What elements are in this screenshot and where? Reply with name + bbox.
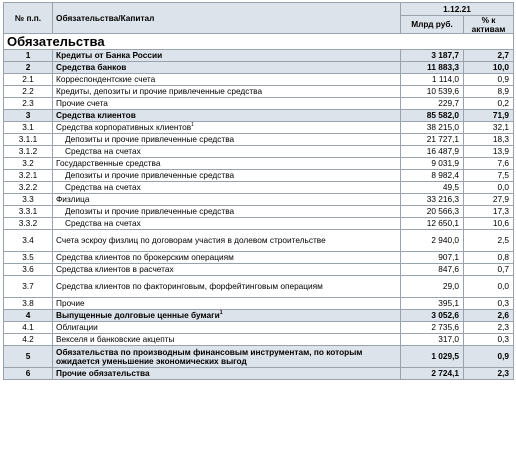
row-amount: 1 114,0 [401, 74, 464, 86]
row-number: 3.5 [4, 252, 53, 264]
row-share: 7,6 [464, 158, 514, 170]
liabilities-table [3, 2, 514, 380]
row-share: 0,3 [464, 334, 514, 346]
row-amount: 12 650,1 [401, 218, 464, 230]
footnote-mark: 1 [219, 310, 223, 316]
row-amount: 2 940,0 [401, 230, 464, 252]
row-share: 0,9 [464, 346, 514, 368]
row-amount: 2 735,6 [401, 322, 464, 334]
row-amount: 847,6 [401, 264, 464, 276]
row-share: 13,9 [464, 146, 514, 158]
row-name: Средства клиентов по брокерским операциям [53, 252, 401, 264]
row-amount: 9 031,9 [401, 158, 464, 170]
table-row [4, 86, 514, 98]
row-amount: 38 215,0 [401, 122, 464, 134]
row-amount: 1 029,5 [401, 346, 464, 368]
table-row [4, 322, 514, 334]
table-row [4, 346, 514, 368]
row-name: Векселя и банковские акцепты [53, 334, 401, 346]
row-number: 3.3.1 [4, 206, 53, 218]
row-amount: 8 982,4 [401, 170, 464, 182]
row-name: Средства на счетах [53, 182, 401, 194]
row-name: Обязательства по производным финансовым инструментам, по которым ожидается уменьшение экономических выгод [53, 346, 401, 368]
row-name: Депозиты и прочие привлеченные средства [53, 206, 401, 218]
row-amount: 907,1 [401, 252, 464, 264]
table-row [4, 334, 514, 346]
table-row [4, 206, 514, 218]
row-number: 3.3 [4, 194, 53, 206]
table-row [4, 218, 514, 230]
table-row [4, 252, 514, 264]
row-number: 4.2 [4, 334, 53, 346]
row-amount: 20 566,3 [401, 206, 464, 218]
row-name: Средства на счетах [53, 218, 401, 230]
row-amount: 85 582,0 [401, 110, 464, 122]
row-number: 3.4 [4, 230, 53, 252]
table-row [4, 368, 514, 380]
column-header-share-unit: % к активам [464, 16, 514, 34]
row-number: 3.1.2 [4, 146, 53, 158]
row-name: Государственные средства [53, 158, 401, 170]
row-name: Счета эскроу физлиц по договорам участия в долевом строительстве [53, 230, 401, 252]
row-amount: 10 539,6 [401, 86, 464, 98]
row-amount: 395,1 [401, 298, 464, 310]
row-share: 8,9 [464, 86, 514, 98]
row-amount: 317,0 [401, 334, 464, 346]
row-number: 3.1.1 [4, 134, 53, 146]
row-number: 2.2 [4, 86, 53, 98]
table-row [4, 62, 514, 74]
row-number: 5 [4, 346, 53, 368]
table-row [4, 194, 514, 206]
row-name: Прочие обязательства [53, 368, 401, 380]
row-share: 2,3 [464, 322, 514, 334]
row-share: 10,0 [464, 62, 514, 74]
row-name: Средства клиентов в расчетах [53, 264, 401, 276]
table-row [4, 230, 514, 252]
row-name: Кредиты от Банка России [53, 50, 401, 62]
row-amount: 16 487,9 [401, 146, 464, 158]
row-share: 2,6 [464, 310, 514, 322]
row-number: 4 [4, 310, 53, 322]
row-number: 4.1 [4, 322, 53, 334]
row-amount: 3 052,6 [401, 310, 464, 322]
row-number: 3 [4, 110, 53, 122]
table-row [4, 276, 514, 298]
row-share: 7,5 [464, 170, 514, 182]
row-share: 0,0 [464, 182, 514, 194]
table-row [4, 98, 514, 110]
row-number: 3.2.1 [4, 170, 53, 182]
row-share: 10,6 [464, 218, 514, 230]
table-row [4, 74, 514, 86]
table-row [4, 110, 514, 122]
table-row [4, 146, 514, 158]
row-share: 0,9 [464, 74, 514, 86]
table-row [4, 50, 514, 62]
row-amount: 229,7 [401, 98, 464, 110]
row-number: 3.2.2 [4, 182, 53, 194]
table-row [4, 122, 514, 134]
row-number: 6 [4, 368, 53, 380]
section-title: Обязательства [4, 34, 514, 50]
row-share: 18,3 [464, 134, 514, 146]
column-header-number: № п.п. [4, 3, 53, 34]
table-row [4, 158, 514, 170]
column-header-period: 1.12.21 [401, 3, 514, 16]
row-name: Кредиты, депозиты и прочие привлеченные средства [53, 86, 401, 98]
row-number: 1 [4, 50, 53, 62]
row-amount: 11 883,3 [401, 62, 464, 74]
row-number: 2 [4, 62, 53, 74]
row-share: 0,2 [464, 98, 514, 110]
row-name: Депозиты и прочие привлеченные средства [53, 170, 401, 182]
row-name: Корреспондентские счета [53, 74, 401, 86]
row-number: 3.8 [4, 298, 53, 310]
row-number: 3.1 [4, 122, 53, 134]
row-share: 2,5 [464, 230, 514, 252]
row-name: Выпущенные долговые ценные бумаги$^1$ [53, 310, 401, 322]
row-amount: 49,5 [401, 182, 464, 194]
table-row [4, 310, 514, 322]
row-number: 3.2 [4, 158, 53, 170]
row-number: 2.1 [4, 74, 53, 86]
row-name: Средства корпоративных клиентов$^1$ [53, 122, 401, 134]
row-number: 3.3.2 [4, 218, 53, 230]
row-number: 3.7 [4, 276, 53, 298]
column-header-name: Обязательства/Капитал [53, 3, 401, 34]
table-row [4, 182, 514, 194]
row-amount: 33 216,3 [401, 194, 464, 206]
row-amount: 2 724,1 [401, 368, 464, 380]
row-share: 27,9 [464, 194, 514, 206]
row-amount: 3 187,7 [401, 50, 464, 62]
row-share: 0,3 [464, 298, 514, 310]
row-share: 0,7 [464, 264, 514, 276]
row-number: 2.3 [4, 98, 53, 110]
table-row [4, 170, 514, 182]
section-row [4, 34, 514, 50]
row-name: Депозиты и прочие привлеченные средства [53, 134, 401, 146]
row-name: Средства на счетах [53, 146, 401, 158]
row-name: Облигации [53, 322, 401, 334]
row-share: 0,0 [464, 276, 514, 298]
row-amount: 21 727,1 [401, 134, 464, 146]
footnote-mark: 1 [191, 122, 194, 128]
row-share: 2,3 [464, 368, 514, 380]
row-number: 3.6 [4, 264, 53, 276]
column-header-amount-unit: Млрд руб. [401, 16, 464, 34]
row-amount: 29,0 [401, 276, 464, 298]
header-row-top [4, 3, 514, 16]
row-name: Прочие счета [53, 98, 401, 110]
row-name: Прочие [53, 298, 401, 310]
row-share: 2,7 [464, 50, 514, 62]
row-share: 71,9 [464, 110, 514, 122]
row-share: 17,3 [464, 206, 514, 218]
row-name: Средства клиентов [53, 110, 401, 122]
row-name: Средства банков [53, 62, 401, 74]
table-row [4, 264, 514, 276]
row-share: 32,1 [464, 122, 514, 134]
table-row [4, 298, 514, 310]
row-share: 0,8 [464, 252, 514, 264]
row-name: Средства клиентов по факторинговым, форфейтинговым операциям [53, 276, 401, 298]
table-row [4, 134, 514, 146]
row-name: Физлица [53, 194, 401, 206]
